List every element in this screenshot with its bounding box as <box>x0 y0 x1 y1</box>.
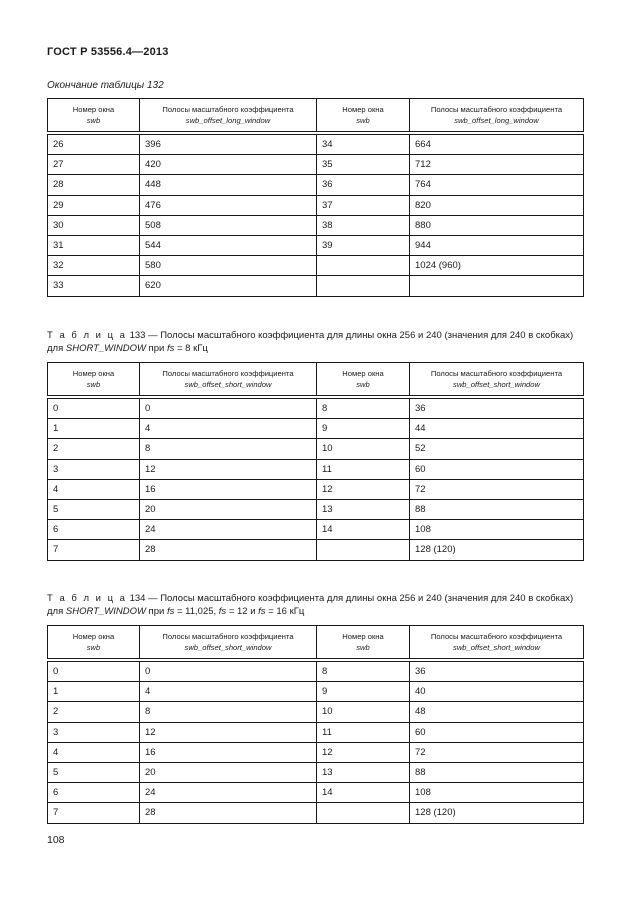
column-title: Полосы масштабного коэффициента <box>430 632 563 641</box>
table-header-row <box>48 363 584 396</box>
window-number-cell: 11 <box>317 722 410 742</box>
column-header <box>410 363 584 396</box>
window-number-cell: 1 <box>48 419 140 439</box>
window-number-cell: 37 <box>317 195 410 215</box>
document-header: ГОСТ Р 53556.4—2013 <box>47 46 169 58</box>
window-number-cell: 12 <box>317 479 410 499</box>
band-offset-cell: 580 <box>140 256 317 276</box>
window-number-cell: 27 <box>48 155 140 175</box>
window-number-cell: 36 <box>317 175 410 195</box>
band-offset-cell: 12 <box>140 722 317 742</box>
table-row <box>48 742 584 762</box>
table-number: 134 <box>129 593 146 604</box>
window-number-cell: 26 <box>48 135 140 155</box>
window-number-cell: 8 <box>317 399 410 419</box>
column-header <box>317 99 410 132</box>
column-header <box>317 363 410 396</box>
band-offset-cell: 544 <box>140 235 317 255</box>
table-row <box>48 499 584 519</box>
column-header <box>317 626 410 659</box>
band-offset-cell: 72 <box>410 479 584 499</box>
band-offset-cell: 28 <box>140 540 317 560</box>
table-row <box>48 235 584 255</box>
caption-text: — Полосы масштабного коэффициента для длины окна 256 и 240 (значения для 240 в скобках) <box>145 593 574 604</box>
column-header <box>48 363 140 396</box>
band-offset-cell: 72 <box>410 742 584 762</box>
caption-fs: fs <box>258 605 266 617</box>
column-title: Полосы масштабного коэффициента <box>162 632 294 641</box>
window-number-cell: 3 <box>48 459 140 479</box>
column-header <box>140 626 317 659</box>
table-134 <box>47 625 584 824</box>
table-row <box>48 762 584 782</box>
window-number-cell: 32 <box>48 256 140 276</box>
column-title: Номер окна <box>342 105 384 114</box>
band-offset-cell: 48 <box>410 702 584 722</box>
table-row <box>48 702 584 722</box>
table-row <box>48 479 584 499</box>
column-title: Номер окна <box>72 105 115 114</box>
table-row <box>48 783 584 803</box>
window-number-cell: 9 <box>317 419 410 439</box>
band-offset-cell <box>410 276 584 296</box>
table-row <box>48 175 584 195</box>
window-number-cell: 38 <box>317 215 410 235</box>
band-offset-cell: 40 <box>410 682 584 702</box>
column-variable: swb_offset_short_window <box>184 380 272 389</box>
window-number-cell: 31 <box>48 235 140 255</box>
table-134-caption <box>47 593 583 618</box>
column-variable: swb <box>356 380 370 389</box>
band-offset-cell: 60 <box>410 722 584 742</box>
band-offset-cell: 16 <box>140 479 317 499</box>
band-offset-cell: 52 <box>410 439 584 459</box>
caption-window-type: SHORT_WINDOW <box>65 605 146 617</box>
window-number-cell: 28 <box>48 175 140 195</box>
band-offset-cell: 108 <box>410 783 584 803</box>
column-title: Полосы масштабного коэффициента <box>162 105 294 114</box>
band-offset-cell: 88 <box>410 762 584 782</box>
caption-text: = 16 кГц <box>265 605 305 617</box>
table-row <box>48 722 584 742</box>
band-offset-cell: 0 <box>140 399 317 419</box>
band-offset-cell: 24 <box>140 520 317 540</box>
window-number-cell: 14 <box>317 520 410 540</box>
band-offset-cell: 820 <box>410 195 584 215</box>
band-offset-cell: 28 <box>140 803 317 823</box>
band-offset-cell: 396 <box>140 135 317 155</box>
window-number-cell: 29 <box>48 195 140 215</box>
column-title: Полосы масштабного коэффициента <box>430 105 563 114</box>
band-offset-cell: 944 <box>410 235 584 255</box>
window-number-cell: 7 <box>48 803 140 823</box>
band-offset-cell: 420 <box>140 155 317 175</box>
window-number-cell <box>317 540 410 560</box>
caption-fs: fs <box>166 605 175 617</box>
column-variable: swb <box>356 643 370 652</box>
column-variable: swb <box>356 116 370 125</box>
table-row <box>48 459 584 479</box>
column-header <box>48 99 140 132</box>
window-number-cell: 11 <box>317 459 410 479</box>
window-number-cell: 5 <box>48 762 140 782</box>
band-offset-cell: 4 <box>140 682 317 702</box>
column-title: Полосы масштабного коэффициента <box>430 369 563 378</box>
window-number-cell: 12 <box>317 742 410 762</box>
band-offset-cell: 8 <box>140 702 317 722</box>
column-header <box>48 626 140 659</box>
band-offset-cell: 44 <box>410 419 584 439</box>
column-title: Номер окна <box>72 632 115 641</box>
column-title: Номер окна <box>342 369 384 378</box>
window-number-cell <box>317 256 410 276</box>
window-number-cell: 6 <box>48 783 140 803</box>
band-offset-cell: 108 <box>410 520 584 540</box>
caption-fs: fs <box>166 342 175 354</box>
window-number-cell: 1 <box>48 682 140 702</box>
band-offset-cell: 8 <box>140 439 317 459</box>
column-variable: swb_offset_short_window <box>453 380 540 389</box>
window-number-cell: 14 <box>317 783 410 803</box>
band-offset-cell: 1024 (960) <box>410 256 584 276</box>
caption-window-type: SHORT_WINDOW <box>65 342 146 354</box>
band-offset-cell: 20 <box>140 762 317 782</box>
band-offset-cell: 36 <box>410 662 584 682</box>
table-133 <box>47 362 584 561</box>
window-number-cell: 30 <box>48 215 140 235</box>
table-row <box>48 215 584 235</box>
table-row <box>48 399 584 419</box>
column-variable: swb <box>86 643 101 652</box>
window-number-cell <box>317 803 410 823</box>
table-number: 133 <box>129 330 146 341</box>
band-offset-cell: 128 (120) <box>410 803 584 823</box>
caption-text: = 11,025, <box>174 605 219 617</box>
band-offset-cell: 20 <box>140 499 317 519</box>
window-number-cell: 35 <box>317 155 410 175</box>
column-title: Полосы масштабного коэффициента <box>162 369 294 378</box>
table-row <box>48 276 584 296</box>
column-title: Номер окна <box>72 369 115 378</box>
table-row <box>48 662 584 682</box>
table-row <box>48 195 584 215</box>
window-number-cell: 2 <box>48 439 140 459</box>
window-number-cell: 0 <box>48 399 140 419</box>
column-variable: swb <box>86 380 101 389</box>
window-number-cell: 39 <box>317 235 410 255</box>
band-offset-cell: 664 <box>410 135 584 155</box>
band-offset-cell: 36 <box>410 399 584 419</box>
window-number-cell <box>317 276 410 296</box>
band-offset-cell: 620 <box>140 276 317 296</box>
band-offset-cell: 448 <box>140 175 317 195</box>
window-number-cell: 7 <box>48 540 140 560</box>
table-row <box>48 540 584 560</box>
caption-text: = 12 и <box>226 605 259 617</box>
column-variable: swb_offset_short_window <box>453 643 540 652</box>
band-offset-cell: 880 <box>410 215 584 235</box>
caption-text: при <box>145 342 167 354</box>
table-row <box>48 256 584 276</box>
table-row <box>48 155 584 175</box>
band-offset-cell: 476 <box>140 195 317 215</box>
caption-text: для <box>47 605 66 617</box>
band-offset-cell: 712 <box>410 155 584 175</box>
table-label: Т а б л и ц а <box>47 593 127 604</box>
table-row <box>48 419 584 439</box>
caption-fs: fs <box>218 605 227 617</box>
band-offset-cell: 16 <box>140 742 317 762</box>
window-number-cell: 13 <box>317 499 410 519</box>
column-header <box>410 99 584 132</box>
column-header <box>140 99 317 132</box>
table-label: Т а б л и ц а <box>47 330 127 341</box>
band-offset-cell: 508 <box>140 215 317 235</box>
table-row <box>48 803 584 823</box>
column-variable: swb_offset_short_window <box>184 643 272 652</box>
caption-text: для <box>47 342 66 354</box>
table-row <box>48 520 584 540</box>
band-offset-cell: 764 <box>410 175 584 195</box>
page-number: 108 <box>47 834 65 846</box>
window-number-cell: 0 <box>48 662 140 682</box>
window-number-cell: 34 <box>317 135 410 155</box>
window-number-cell: 33 <box>48 276 140 296</box>
column-variable: swb_offset_long_window <box>185 116 271 125</box>
table-132-continuation-label: Окончание таблицы 132 <box>47 80 164 91</box>
column-variable: swb_offset_long_window <box>454 116 539 125</box>
table-header-row <box>48 99 584 132</box>
column-title: Номер окна <box>342 632 384 641</box>
window-number-cell: 2 <box>48 702 140 722</box>
table-header-row <box>48 626 584 659</box>
column-header <box>140 363 317 396</box>
caption-text: = 8 кГц <box>174 342 208 354</box>
caption-text: — Полосы масштабного коэффициента для длины окна 256 и 240 (значения для 240 в скобках) <box>145 330 574 341</box>
band-offset-cell: 0 <box>140 662 317 682</box>
window-number-cell: 4 <box>48 479 140 499</box>
table-row <box>48 682 584 702</box>
table-row <box>48 135 584 155</box>
band-offset-cell: 24 <box>140 783 317 803</box>
window-number-cell: 3 <box>48 722 140 742</box>
column-header <box>410 626 584 659</box>
window-number-cell: 13 <box>317 762 410 782</box>
window-number-cell: 8 <box>317 662 410 682</box>
window-number-cell: 6 <box>48 520 140 540</box>
window-number-cell: 10 <box>317 702 410 722</box>
window-number-cell: 5 <box>48 499 140 519</box>
band-offset-cell: 128 (120) <box>410 540 584 560</box>
column-variable: swb <box>86 116 101 125</box>
band-offset-cell: 4 <box>140 419 317 439</box>
window-number-cell: 10 <box>317 439 410 459</box>
band-offset-cell: 12 <box>140 459 317 479</box>
window-number-cell: 9 <box>317 682 410 702</box>
table-133-caption <box>47 330 583 355</box>
table-132 <box>47 98 584 297</box>
band-offset-cell: 88 <box>410 499 584 519</box>
band-offset-cell: 60 <box>410 459 584 479</box>
table-row <box>48 439 584 459</box>
caption-text: при <box>145 605 167 617</box>
window-number-cell: 4 <box>48 742 140 762</box>
